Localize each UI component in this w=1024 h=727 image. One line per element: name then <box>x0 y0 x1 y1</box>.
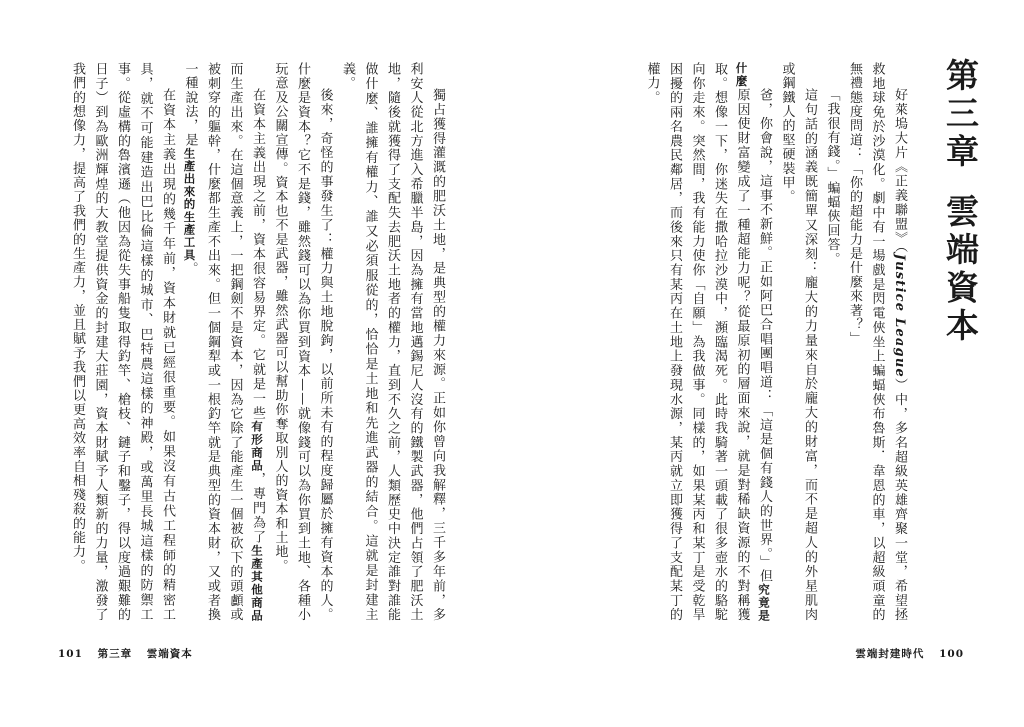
chapter-number: 第三章 <box>941 58 980 172</box>
paragraph <box>640 62 775 622</box>
text-run: ）中，多名超級英雄齊聚一堂，希望拯救地球免於沙漠化。劇中有一場戲是閃電俠坐上蝙蝠俠布魯斯．韋恩的車，以超級頑童的無禮態度問道：「你的超能力是什麼來著？」 <box>847 62 907 622</box>
text-run: 。 <box>182 261 198 276</box>
running-chapter: 第三章 <box>97 648 133 660</box>
running-title: 雲端封建時代 <box>855 648 925 660</box>
right-page-body <box>592 62 910 622</box>
latin-title: Justice League <box>892 253 907 378</box>
paragraph <box>178 62 268 622</box>
running-title: 雲端資本 <box>146 648 193 660</box>
left-page-footer <box>58 646 203 661</box>
right-page <box>512 0 1024 727</box>
text-run: ，專門為了 <box>250 472 265 545</box>
right-page-footer <box>845 646 964 661</box>
emphasis-text: 生產其他商品 <box>250 544 264 622</box>
paragraph: 這句話的涵義既簡單又深刻：龐大的力量來自於龐大的財富，而不是超人的外星肌肉或鋼鐵人的堅硬裝甲。 <box>779 62 817 622</box>
text-run: 好萊塢大片《正義聯盟》（ <box>892 88 907 254</box>
emphasis-text: 有形商品 <box>250 420 264 473</box>
page-number: 100 <box>939 648 964 660</box>
paragraph: 後來，奇怪的事發生了：權力與土地脫鉤，以前所未有的程度歸屬於擁有資本的人。什麼是資本？它不是錢，雖然錢可以為你買到資本——就像錢可以為你買到土地、各種小玩意及公關宣傳。資本也不是武器，雖然武器可以幫助你奪取別人的資本和土地。 <box>272 62 333 622</box>
left-page-body <box>58 62 448 622</box>
paragraph: 「我很有錢。」蝙蝠俠回答。 <box>824 88 840 267</box>
page-number: 101 <box>58 648 83 660</box>
emphasis-text: 生產出來的生產工具 <box>182 147 197 262</box>
text-run: 原因使財富變成了一種超能力呢？從最原初的層面來說，就是對稀缺資源的不對稱獲取。想像一下，你迷失在撒哈拉沙漠中，瀕臨渴死。此時我騎著一頭載了很多壺水的駱駝向你走來。突然間，我有能力使你「自願」為我做事。同樣的，如果某丙和某丁是受乾旱困擾的兩名農民鄰居，而後來只有某丙在土地上發現水源，某丙就立即獲得了支配某丁的權力。 <box>644 62 750 622</box>
text-run: 而生產出來。在這個意義上，一把鋼劍不是資本，因為它除了能產生一個被砍下的頭顱或被刺穿的軀幹，什麼都生產不出來。但一個鋼犁或一根釣竿就是典型的資本財，又或者換一種說法，是 <box>182 62 243 622</box>
paragraph: 在資本主義出現的幾千年前，資本財就已經很重要。如果沒有古代工程師的精密工具，就不可能建造出巴比倫這樣的城市、巴特農這樣的神殿，或萬里長城這樣的防禦工事。從虛構的魯濱遜（他因為從失事船隻取得釣竿、槍枝、鏈子和鑿子，得以度過艱難的日子）到為歐洲輝煌的大教堂提供資金的封建大莊園，資本財賦予人類新的力量，激發了我們的想像力，提高了我們的生產力，並且賦予我們以更高效率自相殘殺的能力。 <box>70 62 175 622</box>
emphasis-text: 究竟是什麼 <box>734 62 771 622</box>
chapter-heading <box>930 58 990 358</box>
chapter-name: 雲端資本 <box>941 194 980 346</box>
text-run: 在資本主義出現之前，資本很容易界定。它就是一些 <box>250 88 265 421</box>
text-run: 爸，你會說，這事不新鮮。正如阿巴合唱團唱道：「這是個有錢人的世界。」但 <box>757 88 772 584</box>
paragraph: 獨占獲得灌溉的肥沃土地，是典型的權力來源。正如你曾向我解釋，三千多年前，多利安人從北方進入希臘半島，因為擁有當地邁錫尼人沒有的鐵製武器，他們占領了肥沃土地，隨後就獲得了支配失去肥沃土地者的權力，直到不久之前，人類歷史中決定誰對誰能做什麼、誰擁有權力、誰又必須服從的，恰恰是土地和先進武器的結合。這就是封建主義。 <box>340 62 445 622</box>
paragraph <box>843 62 911 622</box>
